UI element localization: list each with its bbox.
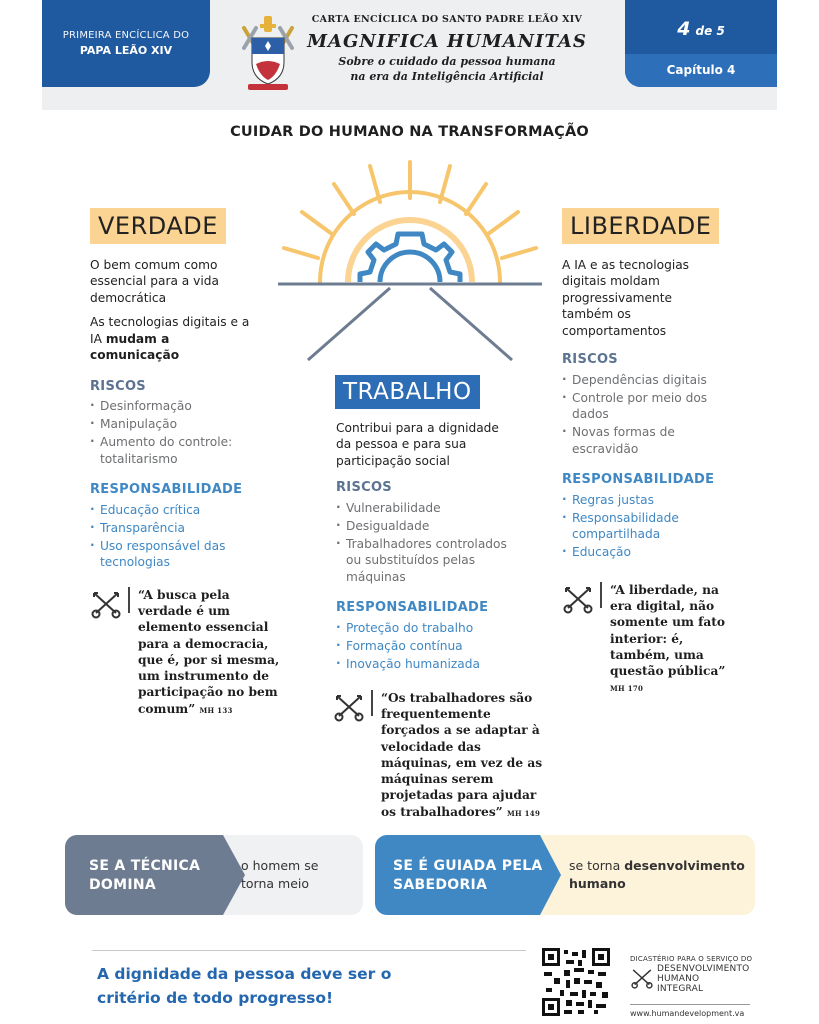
quote-bar xyxy=(600,582,602,608)
technique-dominates-text: o homem se torna meio xyxy=(241,858,319,892)
wisdom-guided-text xyxy=(569,857,749,893)
liberdade-quote xyxy=(562,582,742,697)
list-item: · Controle por meio dos dados xyxy=(562,390,727,423)
liberdade-column xyxy=(562,257,727,562)
subtitle-line1: Sobre o cuidado da pessoa humana xyxy=(338,55,556,68)
page-chapter-badge xyxy=(625,0,777,87)
page-indicator xyxy=(625,18,777,40)
quote-text: “A liberdade, na era digital, não somente um fato interior: é, também, uma questão pública” xyxy=(610,583,726,679)
trabalho-quote xyxy=(333,690,548,825)
encyclical-title: MAGNIFICA HUMANITAS xyxy=(307,31,587,52)
list-item: · Responsabilidade compartilhada xyxy=(562,510,727,543)
liberdade-label: LIBERDADE xyxy=(562,208,719,244)
verdade-intro: O bem comum como essencial para a vida democrática xyxy=(90,258,219,305)
dicastery-line1: DESENVOLVIMENTO xyxy=(657,964,750,974)
list-item: · Trabalhadores controlados ou substituídos pelas máquinas xyxy=(336,536,516,585)
list-item: · Aumento do controle: totalitarismo xyxy=(90,434,250,467)
crossed-keys-icon xyxy=(562,584,594,614)
trabalho-quote-text xyxy=(381,690,546,820)
footer-message-line2: critério de todo progresso! xyxy=(97,989,334,1008)
letter-line: CARTA ENCÍCLICA DO SANTO PADRE LEÃO XIV xyxy=(311,14,583,25)
trabalho-risks-list xyxy=(336,500,516,585)
badge-line1: PRIMEIRA ENCÍCLICA DO xyxy=(62,30,190,41)
trabalho-column xyxy=(336,420,516,674)
quote-reference: MH 133 xyxy=(199,705,233,715)
wisdom-guided-label: SE É GUIADA PELA SABEDORIA xyxy=(393,858,543,893)
list-item: · Educação xyxy=(562,544,727,560)
verdade-quote xyxy=(90,587,280,727)
quote-reference: MH 149 xyxy=(506,808,541,818)
list-item: · Manipulação xyxy=(90,416,250,432)
encyclical-subtitle xyxy=(302,55,592,85)
quote-bar xyxy=(128,587,130,613)
footer-message xyxy=(97,962,391,1010)
quote-bar xyxy=(371,690,373,716)
verdade-resp-heading: RESPONSABILIDADE xyxy=(90,482,243,498)
list-item: · Desigualdade xyxy=(336,518,516,534)
page-of: de 5 xyxy=(695,24,725,38)
trabalho-resp-heading: RESPONSABILIDADE xyxy=(336,600,489,616)
liberdade-risks-heading: RISCOS xyxy=(562,352,618,368)
dicastery-line2: HUMANO xyxy=(657,973,700,984)
quote-text: “Os trabalhadores são frequentemente forçados a se adaptar à velocidade das máquinas, em vez de as máquinas serem projetadas para ajudar os trabalhadores” xyxy=(381,691,543,819)
dicastery-name xyxy=(657,965,749,995)
subtitle-line2: na era da Inteligência Artificial xyxy=(350,69,544,83)
wisdom-guided-text-b: desenvolvimento humano xyxy=(569,858,745,892)
trabalho-risks-heading: RISCOS xyxy=(336,480,392,496)
first-encyclical-badge xyxy=(42,0,210,87)
chapter-label: Capítulo 4 xyxy=(625,54,777,87)
verdade-risks-list xyxy=(90,398,250,467)
page-number: 4 xyxy=(677,18,691,40)
trabalho-intro: Contribui para a dignidade da pessoa e para sua participação social xyxy=(336,421,499,468)
list-item: · Proteção do trabalho xyxy=(336,620,516,636)
liberdade-risks-list xyxy=(562,372,727,457)
list-item: · Educação crítica xyxy=(90,502,250,518)
dicastery-small-line: DICASTÉRIO PARA O SERVIÇO DO xyxy=(630,955,753,963)
encyclical-header xyxy=(302,14,592,85)
sun-gear-illustration xyxy=(270,150,550,365)
verdade-communication-text: As tecnologias digitais e a IA xyxy=(90,315,250,346)
verdade-quote-text xyxy=(138,587,280,717)
dicastery-divider xyxy=(630,1004,750,1005)
wisdom-guided-banner xyxy=(375,835,755,915)
crossed-keys-icon xyxy=(333,692,365,722)
list-item: · Dependências digitais xyxy=(562,372,727,388)
wisdom-guided-text-a: se torna xyxy=(569,858,625,873)
trabalho-resp-list xyxy=(336,620,516,672)
dicastery-logo xyxy=(630,955,760,1018)
liberdade-resp-list xyxy=(562,492,727,561)
badge-line2: PAPA LEÃO XIV xyxy=(79,44,173,57)
verdade-risks-heading: RISCOS xyxy=(90,378,146,394)
quote-reference: MH 170 xyxy=(610,684,644,694)
verdade-communication-bold: mudam a comunicação xyxy=(90,331,180,363)
papal-coat-of-arms-icon xyxy=(238,14,298,92)
list-item: · Vulnerabilidade xyxy=(336,500,516,516)
list-item: · Regras justas xyxy=(562,492,727,508)
trabalho-label: TRABALHO xyxy=(335,375,480,409)
liberdade-intro: A IA e as tecnologias digitais moldam progressivamente também os comportamentos xyxy=(562,258,690,338)
qr-code-icon[interactable] xyxy=(542,948,610,1016)
verdade-resp-list xyxy=(90,502,250,571)
liberdade-resp-heading: RESPONSABILIDADE xyxy=(562,472,715,488)
verdade-communication xyxy=(90,314,250,363)
verdade-column xyxy=(90,257,250,572)
list-item: · Uso responsável das tecnologias xyxy=(90,538,250,571)
list-item: · Transparência xyxy=(90,520,250,536)
list-item: · Desinformação xyxy=(90,398,250,414)
footer-divider xyxy=(92,950,526,951)
quote-text: “A busca pela verdade é um elemento essencial para a democracia, que é, por si mesma, um instrumento de participação no bem comum” xyxy=(138,588,280,716)
technique-dominates-banner xyxy=(65,835,363,915)
liberdade-quote-text xyxy=(610,582,735,696)
list-item: · Formação contínua xyxy=(336,638,516,654)
crossed-keys-icon xyxy=(90,589,122,619)
verdade-label: VERDADE xyxy=(90,208,226,244)
list-item: · Inovação humanizada xyxy=(336,656,516,672)
dicastery-line3: INTEGRAL xyxy=(657,983,704,994)
list-item: · Novas formas de escravidão xyxy=(562,424,727,457)
technique-dominates-label: SE A TÉCNICA DOMINA xyxy=(89,858,201,893)
page-title: CUIDAR DO HUMANO NA TRANSFORMAÇÃO xyxy=(230,124,589,140)
website-link[interactable]: www.humandevelopment.va xyxy=(630,1009,745,1018)
footer-message-line1: A dignidade da pessoa deve ser o xyxy=(97,965,392,983)
crossed-keys-icon xyxy=(630,967,654,989)
